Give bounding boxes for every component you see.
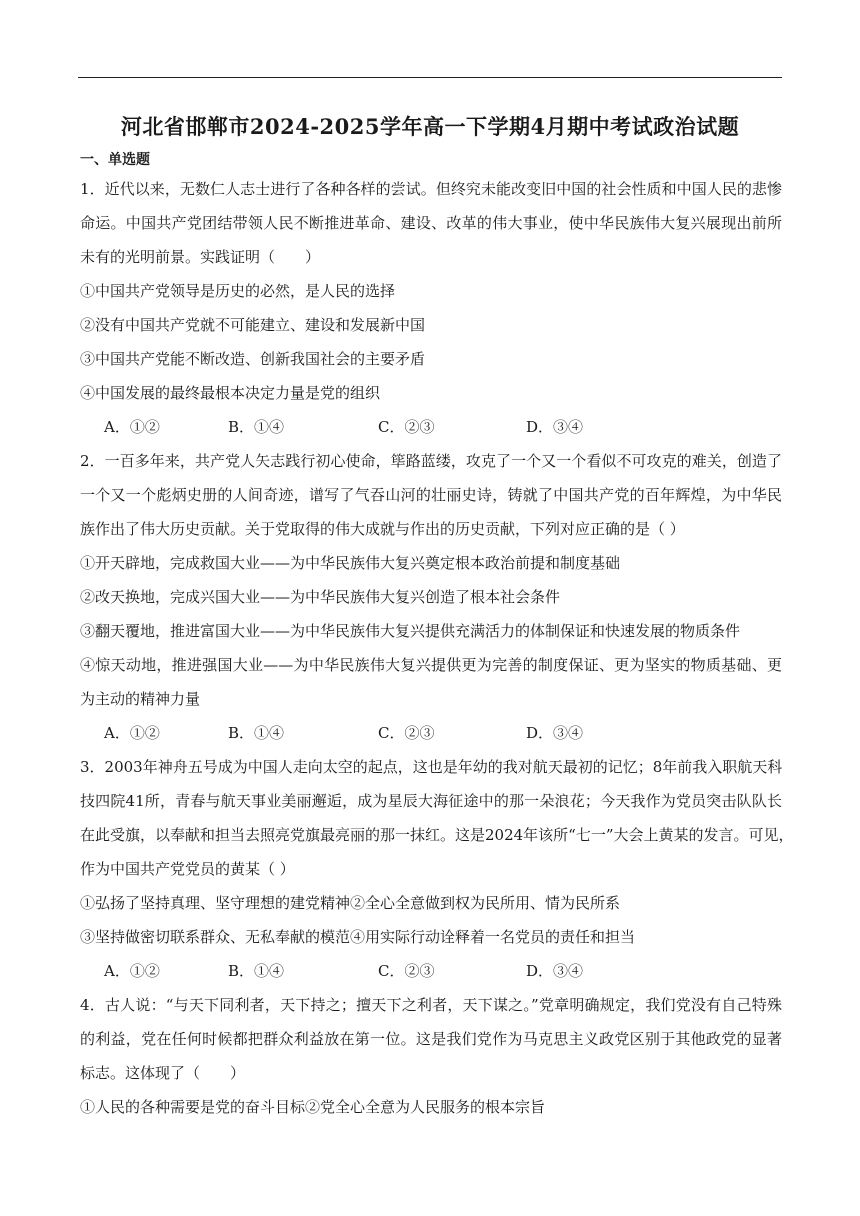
question-stem-line: 的利益，党在任何时候都把群众利益放在第一位。这是我们党作为马克思主义政党区别于其他政党的显著 xyxy=(80,1030,782,1048)
option-a[interactable]: A．①② xyxy=(104,418,160,436)
option-a[interactable]: A．①② xyxy=(104,962,160,980)
option-d[interactable]: D．③④ xyxy=(526,418,584,436)
option-c[interactable]: C．②③ xyxy=(378,724,435,742)
question-stem-line: 标志。这体现了（ ） xyxy=(80,1064,246,1082)
question-stem-line: 命运。中国共产党团结带领人民不断推进革命、建设、改革的伟大事业，使中华民族伟大复兴展现出前所 xyxy=(80,214,782,232)
statement: ①开天辟地，完成救国大业——为中华民族伟大复兴奠定根本政治前提和制度基础 xyxy=(80,554,621,572)
option-d[interactable]: D．③④ xyxy=(526,962,584,980)
statement: ③翻天覆地，推进富国大业——为中华民族伟大复兴提供充满活力的体制保证和快速发展的物质条件 xyxy=(80,622,741,640)
statement: ①人民的各种需要是党的奋斗目标②党全心全意为人民服务的根本宗旨 xyxy=(80,1098,546,1116)
question-stem-line: 族作出了伟大历史贡献。关于党取得的伟大成就与作出的历史贡献，下列对应正确的是（ ） xyxy=(80,520,685,538)
question-stem-line: 技四院41所，青春与航天事业美丽邂逅，成为星辰大海征途中的那一朵浪花；今天我作为党员突击队队长 xyxy=(80,792,782,810)
statement: ①中国共产党领导是历史的必然，是人民的选择 xyxy=(80,282,396,300)
option-b[interactable]: B．①④ xyxy=(228,724,285,742)
question-stem-line: 未有的光明前景。实践证明（ ） xyxy=(80,248,321,266)
question-stem-line: 2．一百多年来，共产党人矢志践行初心使命，筚路蓝缕，攻克了一个又一个看似不可攻克的难关，创造了 xyxy=(80,452,782,470)
header-rule xyxy=(78,77,782,78)
page-title: 河北省邯郸市2024-2025学年高一下学期4月期中考试政治试题 xyxy=(120,114,740,139)
question-stem-line: 一个又一个彪炳史册的人间奇迹，谱写了气吞山河的壮丽史诗，铸就了中国共产党的百年辉煌，为中华民 xyxy=(80,486,782,504)
question-stem-line: 3．2003年神舟五号成为中国人走向太空的起点，这也是年幼的我对航天最初的记忆；8年前我入职航天科 xyxy=(80,758,783,776)
statement: ②改天换地，完成兴国大业——为中华民族伟大复兴创造了根本社会条件 xyxy=(80,588,561,606)
option-b[interactable]: B．①④ xyxy=(228,418,285,436)
statement: ③中国共产党能不断改造、创新我国社会的主要矛盾 xyxy=(80,350,426,368)
statement: ②没有中国共产党就不可能建立、建设和发展新中国 xyxy=(80,316,426,334)
option-b[interactable]: B．①④ xyxy=(228,962,285,980)
option-a[interactable]: A．①② xyxy=(104,724,160,742)
option-d[interactable]: D．③④ xyxy=(526,724,584,742)
question-stem-line: 在此受旗，以奉献和担当去照亮党旗最亮丽的那一抹红。这是2024年该所“七一”大会上黄某的发言。可见， xyxy=(80,826,794,844)
option-c[interactable]: C．②③ xyxy=(378,962,435,980)
option-c[interactable]: C．②③ xyxy=(378,418,435,436)
statement: ③坚持做密切联系群众、无私奉献的模范④用实际行动诠释着一名党员的责任和担当 xyxy=(80,928,636,946)
statement: ④惊天动地，推进强国大业——为中华民族伟大复兴提供更为完善的制度保证、更为坚实的物质基础、更 xyxy=(80,656,782,674)
statement: ④中国发展的最终最根本决定力量是党的组织 xyxy=(80,384,381,402)
statement: ①弘扬了坚持真理、坚守理想的建党精神②全心全意做到权为民所用、情为民所系 xyxy=(80,894,621,912)
section-heading: 一、单选题 xyxy=(80,152,150,168)
question-stem-line: 作为中国共产党党员的黄某（ ） xyxy=(80,860,295,878)
question-stem-line: 4．古人说：“与天下同利者，天下持之；擅天下之利者，天下谋之。”党章明确规定，我们党没有自己特殊 xyxy=(80,996,782,1014)
statement: 为主动的精神力量 xyxy=(80,690,201,708)
question-stem-line: 1．近代以来，无数仁人志士进行了各种各样的尝试。但终究未能改变旧中国的社会性质和中国人民的悲惨 xyxy=(80,180,782,198)
